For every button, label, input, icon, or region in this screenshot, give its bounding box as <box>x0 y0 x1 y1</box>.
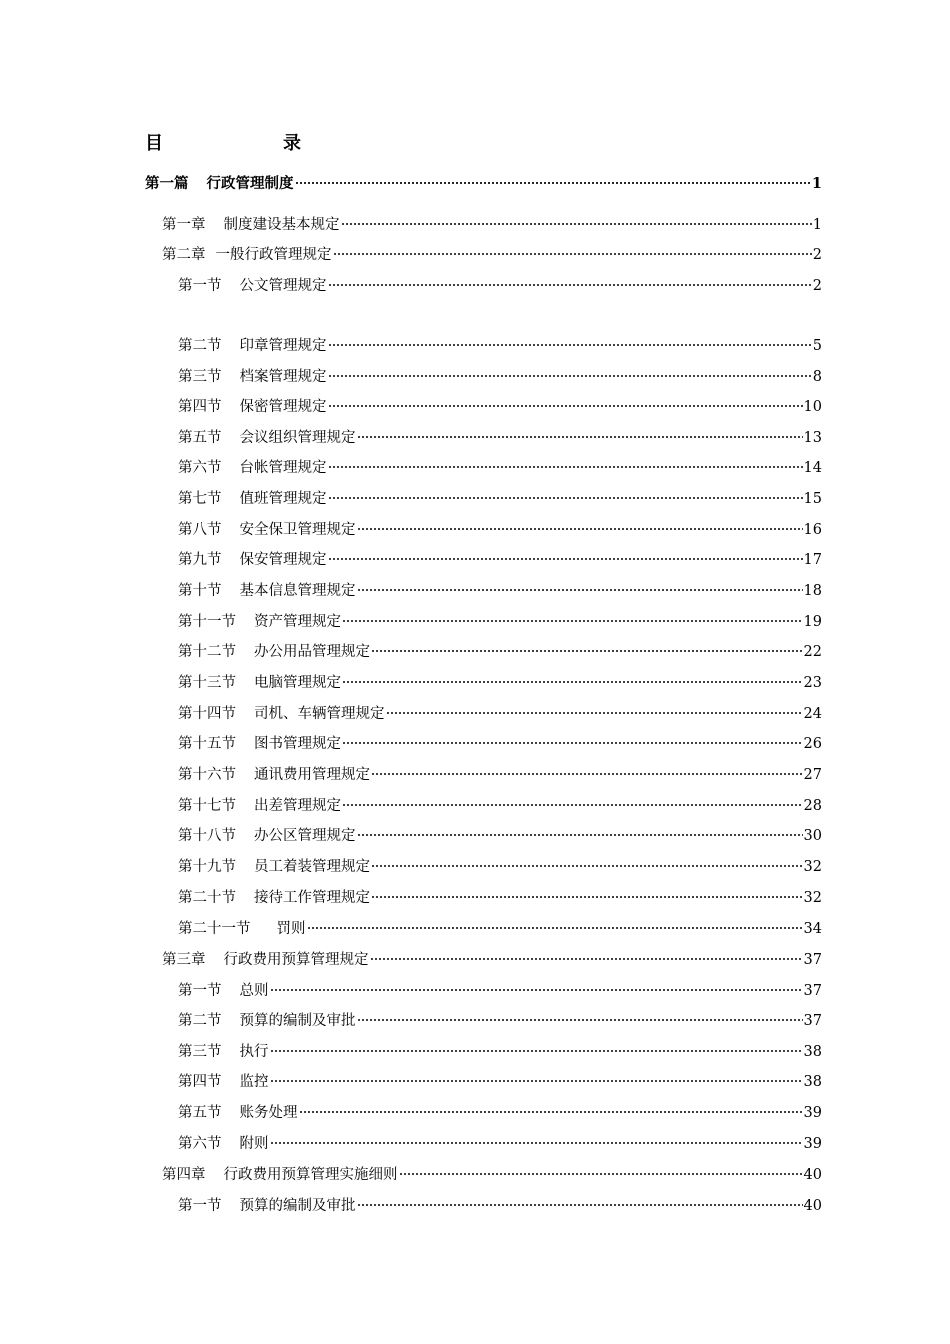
toc-entry[interactable] <box>162 950 822 970</box>
toc-entry-label <box>178 367 327 387</box>
toc-entry-label <box>178 550 327 570</box>
toc-dot-leader <box>270 989 803 991</box>
toc-dot-leader <box>328 497 803 499</box>
toc-entry-text: 司机、车辆管理规定 <box>254 706 385 722</box>
toc-entry-number: 第一节 <box>178 1198 222 1214</box>
toc-entry-number: 第二节 <box>178 338 222 354</box>
toc-entry-text: 电脑管理规定 <box>254 675 341 691</box>
toc-entry-label <box>162 950 369 970</box>
toc-entry-label <box>178 1196 356 1216</box>
toc-entry[interactable] <box>178 673 822 693</box>
toc-entry-label <box>178 1011 356 1031</box>
toc-dot-leader <box>270 1142 803 1144</box>
toc-dot-leader <box>328 466 803 468</box>
toc-entry-number: 第三节 <box>178 1044 222 1060</box>
toc-entry-number: 第二十一节 <box>178 921 251 937</box>
toc-dot-leader <box>370 958 803 960</box>
toc-entry-label <box>145 174 294 194</box>
toc-dot-leader <box>328 405 803 407</box>
toc-entry-text: 制度建设基本规定 <box>223 217 340 233</box>
toc-entry-text: 接待工作管理规定 <box>254 890 370 906</box>
toc-entry-text: 执行 <box>239 1044 269 1060</box>
toc-entry-text: 行政费用预算管理实施细则 <box>223 1167 398 1183</box>
toc-entry-number: 第十五节 <box>178 736 236 752</box>
toc-entry-label <box>162 245 332 265</box>
toc-entry-label <box>178 489 327 509</box>
toc-entry[interactable] <box>178 888 822 908</box>
toc-dot-leader <box>299 1111 803 1113</box>
toc-entry-number: 第十节 <box>178 583 222 599</box>
toc-page-number: 24 <box>803 706 822 722</box>
toc-entry-number: 第四节 <box>178 1074 222 1090</box>
toc-dot-leader <box>371 650 803 652</box>
toc-entry-number: 第二十节 <box>178 890 236 906</box>
toc-entry-text: 员工着装管理规定 <box>254 859 370 875</box>
toc-entry[interactable] <box>178 489 822 509</box>
toc-entry[interactable] <box>178 826 822 846</box>
toc-entry-text: 办公区管理规定 <box>254 828 356 844</box>
toc-entry[interactable] <box>178 796 822 816</box>
toc-entry-label <box>178 397 327 417</box>
toc-entry-label <box>178 981 269 1001</box>
toc-entry-text: 档案管理规定 <box>239 369 327 385</box>
toc-entry-number: 第四章 <box>162 1167 206 1183</box>
toc-entry[interactable] <box>178 1042 822 1062</box>
toc-entry-text: 出差管理规定 <box>254 798 341 814</box>
toc-dot-leader <box>357 528 803 530</box>
toc-page-number: 38 <box>803 1044 822 1060</box>
toc-page-number: 10 <box>803 399 822 415</box>
toc-entry[interactable] <box>178 1134 822 1154</box>
toc-dot-leader <box>333 253 812 255</box>
toc-entry[interactable] <box>178 458 822 478</box>
toc-entry[interactable] <box>178 981 822 1001</box>
toc-page-number: 30 <box>803 828 822 844</box>
toc-dot-leader <box>357 436 803 438</box>
toc-entry-number: 第三节 <box>178 369 222 385</box>
toc-page-number: 15 <box>803 491 822 507</box>
toc-entry-label <box>178 1134 269 1154</box>
toc-entry-number: 第六节 <box>178 1136 222 1152</box>
toc-entry-label <box>162 1165 398 1185</box>
toc-page-number: 1 <box>811 175 822 192</box>
toc-dot-leader <box>357 589 803 591</box>
toc-entry[interactable] <box>178 612 822 632</box>
toc-page-number: 5 <box>812 338 822 354</box>
toc-dot-leader <box>342 804 803 806</box>
toc-entry-text: 通讯费用管理规定 <box>254 767 370 783</box>
toc-entry-number: 第十一节 <box>178 614 236 630</box>
toc-entry[interactable] <box>145 174 822 194</box>
toc-entry-label <box>178 888 370 908</box>
toc-entry-label <box>178 734 341 754</box>
toc-entry-number: 第八节 <box>178 522 222 538</box>
toc-entry-number: 第十二节 <box>178 644 236 660</box>
toc-dot-leader <box>399 1173 803 1175</box>
toc-entry-label <box>178 581 356 601</box>
toc-dot-leader <box>371 865 803 867</box>
toc-entry-number: 第十三节 <box>178 675 236 691</box>
toc-entry-text: 保密管理规定 <box>239 399 327 415</box>
toc-entry[interactable] <box>178 397 822 417</box>
toc-dot-leader <box>357 1204 803 1206</box>
toc-entry-label <box>178 458 327 478</box>
toc-page-number: 22 <box>803 644 822 660</box>
toc-entry-text: 办公用品管理规定 <box>254 644 370 660</box>
toc-page-number: 13 <box>803 430 822 446</box>
toc-page-number: 18 <box>803 583 822 599</box>
toc-entry-text: 罚则 <box>276 921 306 937</box>
toc-page-number: 28 <box>803 798 822 814</box>
toc-entry-label <box>178 1072 269 1092</box>
toc-entry[interactable] <box>178 1072 822 1092</box>
toc-entry-text: 基本信息管理规定 <box>239 583 356 599</box>
toc-entry-text: 行政管理制度 <box>206 175 294 192</box>
toc-entry-text: 安全保卫管理规定 <box>239 522 356 538</box>
toc-entry-text: 监控 <box>239 1074 269 1090</box>
toc-dot-leader <box>342 742 803 744</box>
toc-entry[interactable] <box>178 1103 822 1123</box>
toc-entry-number: 第十八节 <box>178 828 236 844</box>
toc-entry[interactable] <box>178 550 822 570</box>
toc-entry[interactable] <box>178 1011 822 1031</box>
toc-page-number: 26 <box>803 736 822 752</box>
toc-entry[interactable] <box>178 367 822 387</box>
toc-page-number: 1 <box>812 217 822 233</box>
toc-page-number: 39 <box>803 1136 822 1152</box>
toc-entry-text: 一般行政管理规定 <box>215 247 332 263</box>
toc-entry[interactable] <box>178 734 822 754</box>
toc-entry-text: 图书管理规定 <box>254 736 341 752</box>
toc-page-number: 37 <box>803 952 822 968</box>
toc-entry-text: 台帐管理规定 <box>239 460 327 476</box>
toc-dot-leader <box>357 834 803 836</box>
toc-entry-number: 第三章 <box>162 952 206 968</box>
toc-entry[interactable] <box>162 215 822 235</box>
toc-page-number: 27 <box>803 767 822 783</box>
toc-entry[interactable] <box>178 765 822 785</box>
toc-entry[interactable] <box>178 1196 822 1216</box>
toc-entry-label <box>178 857 370 877</box>
toc-entry-number: 第一篇 <box>145 175 189 192</box>
toc-entry[interactable] <box>178 428 822 448</box>
toc-dot-leader <box>295 182 811 184</box>
toc-entry-number: 第十六节 <box>178 767 236 783</box>
toc-entry[interactable] <box>162 245 822 265</box>
toc-page-number: 37 <box>803 983 822 999</box>
toc-entry-text: 公文管理规定 <box>239 278 327 294</box>
toc-page-number: 37 <box>803 1013 822 1029</box>
toc-entry-label <box>178 642 370 662</box>
toc-dot-leader <box>357 1019 803 1021</box>
toc-entry-number: 第九节 <box>178 552 222 568</box>
toc-entry-number: 第二节 <box>178 1013 222 1029</box>
toc-dot-leader <box>328 284 812 286</box>
toc-entry[interactable] <box>178 857 822 877</box>
toc-entry-label <box>178 336 327 356</box>
toc-entry-text: 行政费用预算管理规定 <box>223 952 369 968</box>
toc-entry[interactable] <box>178 276 822 296</box>
toc-page-number: 14 <box>803 460 822 476</box>
toc-page-number: 34 <box>803 921 822 937</box>
toc-dot-leader <box>342 620 803 622</box>
toc-entry-text: 会议组织管理规定 <box>239 430 356 446</box>
toc-entry-number: 第十七节 <box>178 798 236 814</box>
toc-entry-label <box>178 612 341 632</box>
toc-entry-label <box>162 215 340 235</box>
toc-entry[interactable] <box>178 520 822 540</box>
toc-entry-label <box>178 428 356 448</box>
toc-entry[interactable] <box>162 1165 822 1185</box>
toc-entry-label <box>178 919 306 939</box>
toc-entry[interactable] <box>178 704 822 724</box>
toc-dot-leader <box>307 927 803 929</box>
toc-entry-label <box>178 520 356 540</box>
toc-entry-number: 第十九节 <box>178 859 236 875</box>
toc-entry-number: 第一章 <box>162 217 206 233</box>
toc-entry-label <box>178 826 356 846</box>
toc-entry-number: 第七节 <box>178 491 222 507</box>
toc-dot-leader <box>328 558 803 560</box>
toc-dot-leader <box>371 896 803 898</box>
toc-page-number: 19 <box>803 614 822 630</box>
toc-entry-text: 印章管理规定 <box>239 338 327 354</box>
toc-entry-number: 第十四节 <box>178 706 236 722</box>
toc-dot-leader <box>371 773 803 775</box>
toc-dot-leader <box>270 1050 803 1052</box>
toc-dot-leader <box>270 1080 803 1082</box>
toc-page-number: 39 <box>803 1105 822 1121</box>
toc-entry-number: 第一节 <box>178 278 222 294</box>
toc-dot-leader <box>328 375 812 377</box>
toc-title: 目 录 <box>145 133 329 154</box>
toc-dot-leader <box>386 712 803 714</box>
toc-entry-text: 总则 <box>239 983 269 999</box>
toc-entry-number: 第一节 <box>178 983 222 999</box>
toc-entry-number: 第五节 <box>178 430 222 446</box>
toc-entry-label <box>178 1103 298 1123</box>
toc-page-number: 38 <box>803 1074 822 1090</box>
toc-entry-label <box>178 796 341 816</box>
toc-entry-number: 第六节 <box>178 460 222 476</box>
toc-entry-text: 值班管理规定 <box>239 491 327 507</box>
toc-page-number: 8 <box>812 369 822 385</box>
toc-page-number: 40 <box>803 1167 822 1183</box>
toc-entry-text: 预算的编制及审批 <box>239 1198 356 1214</box>
toc-page-number: 32 <box>803 859 822 875</box>
toc-page-number: 40 <box>803 1198 822 1214</box>
toc-entry-text: 资产管理规定 <box>254 614 341 630</box>
toc-dot-leader <box>342 681 803 683</box>
toc-page-number: 17 <box>803 552 822 568</box>
toc-entry-text: 附则 <box>239 1136 269 1152</box>
toc-entry-number: 第四节 <box>178 399 222 415</box>
toc-page-number: 16 <box>803 522 822 538</box>
toc-page-number: 2 <box>812 247 822 263</box>
toc-page-number: 32 <box>803 890 822 906</box>
toc-entry[interactable] <box>178 581 822 601</box>
toc-entry-number: 第二章 <box>162 247 206 263</box>
toc-entry[interactable] <box>178 642 822 662</box>
toc-entry-number: 第五节 <box>178 1105 222 1121</box>
toc-dot-leader <box>328 344 812 346</box>
toc-entry-label <box>178 704 385 724</box>
toc-entry-label <box>178 765 370 785</box>
toc-entry-label <box>178 673 341 693</box>
toc-entry-text: 预算的编制及审批 <box>239 1013 356 1029</box>
toc-page-number: 23 <box>803 675 822 691</box>
toc-dot-leader <box>341 223 812 225</box>
toc-entry[interactable] <box>178 919 822 939</box>
toc-entry-text: 账务处理 <box>239 1105 298 1121</box>
toc-entry-text: 保安管理规定 <box>239 552 327 568</box>
toc-entry-label <box>178 1042 269 1062</box>
toc-entry[interactable] <box>178 336 822 356</box>
toc-page-number: 2 <box>812 278 822 294</box>
toc-entry-label <box>178 276 327 296</box>
